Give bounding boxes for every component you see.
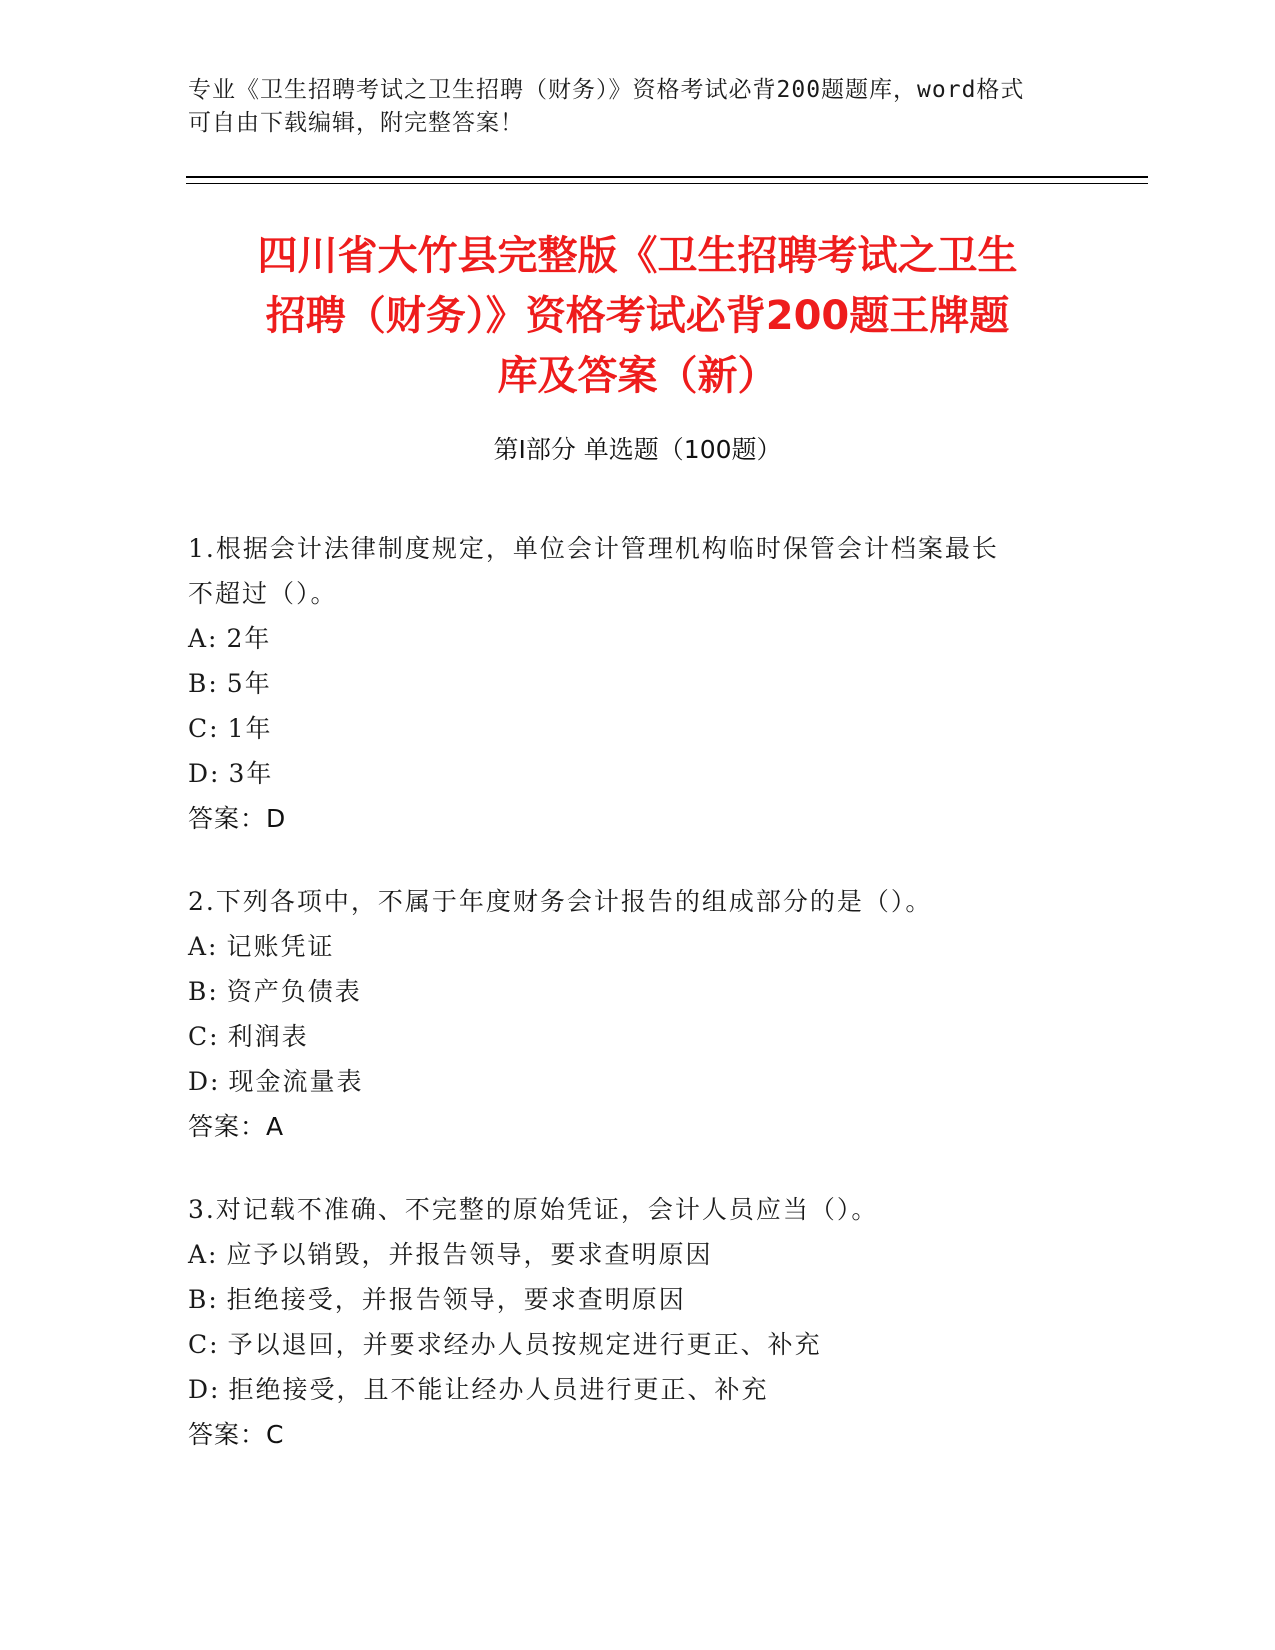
answer-line: 答案：C [188,1420,285,1449]
title-line: 四川省大竹县完整版《卫生招聘考试之卫生 [257,233,1018,279]
option-label: D: [188,1067,221,1096]
option-a [188,616,1088,661]
option-label: C: [188,714,220,743]
question-list [188,526,1088,1495]
option-text: 1年 [227,714,273,743]
option-label: B: [188,669,219,698]
option-label: D: [188,1375,221,1404]
answer-line: 答案：D [188,804,287,833]
question-stem-continued: 不超过（）。 [188,579,338,608]
option-b [188,661,1088,706]
option-text: 应予以销毁，并报告领导，要求查明原因 [226,1240,713,1269]
intro-line: 专业《卫生招聘考试之卫生招聘（财务）》资格考试必背200题题库，word格式 [188,77,1025,103]
option-text: 拒绝接受，且不能让经办人员进行更正、补充 [228,1375,769,1404]
question-1 [188,526,1088,841]
option-c [188,1014,1088,1059]
option-text: 予以退回，并要求经办人员按规定进行更正、补充 [227,1330,822,1359]
title-line: 库及答案（新） [497,353,778,399]
option-text: 利润表 [227,1022,309,1051]
title-line: 招聘（财务）》资格考试必背200题王牌题 [265,293,1010,339]
question-stem: 3.对记载不准确、不完整的原始凭证，会计人员应当（）。 [188,1195,879,1224]
option-c [188,1322,1088,1367]
option-text: 5年 [226,669,272,698]
option-label: D: [188,759,221,788]
option-label: C: [188,1330,220,1359]
intro-paragraph [188,74,1068,140]
option-text: 拒绝接受，并报告领导，要求查明原因 [226,1285,686,1314]
question-3 [188,1187,1088,1457]
document-title [150,226,1125,406]
header-rule [186,176,1148,178]
option-label: A: [188,624,219,653]
header-rule-thin [186,183,1148,184]
option-label: A: [188,1240,219,1269]
option-label: C: [188,1022,220,1051]
question-stem: 1.根据会计法律制度规定，单位会计管理机构临时保管会计档案最长 [188,534,999,563]
option-d [188,1059,1088,1104]
option-text: 资产负债表 [226,977,362,1006]
option-d [188,751,1088,796]
question-stem: 2.下列各项中，不属于年度财务会计报告的组成部分的是（）。 [188,887,933,916]
question-2 [188,879,1088,1149]
option-label: B: [188,1285,219,1314]
option-text: 2年 [226,624,272,653]
option-label: A: [188,932,219,961]
option-label: B: [188,977,219,1006]
intro-line: 可自由下载编辑，附完整答案！ [188,110,524,136]
answer-line: 答案：A [188,1112,285,1141]
section-heading: 第Ⅰ部分 单选题（100题） [493,435,782,464]
option-b [188,969,1088,1014]
option-d [188,1367,1088,1412]
option-text: 现金流量表 [228,1067,364,1096]
option-text: 记账凭证 [226,932,335,961]
option-a [188,1232,1088,1277]
option-text: 3年 [228,759,274,788]
option-b [188,1277,1088,1322]
option-c [188,706,1088,751]
option-a [188,924,1088,969]
